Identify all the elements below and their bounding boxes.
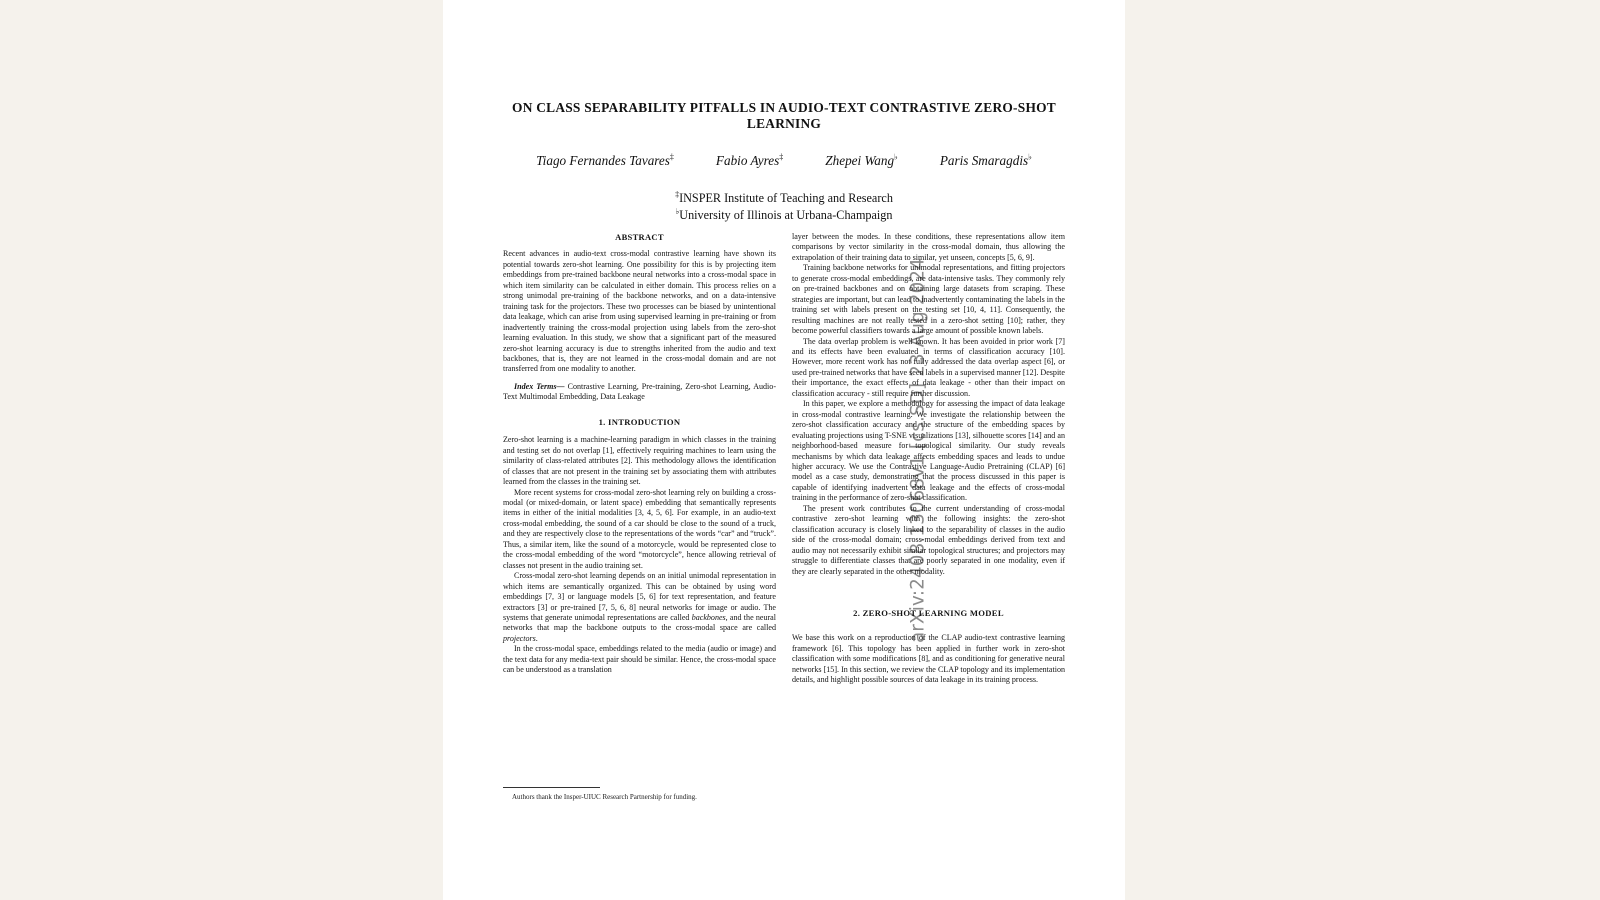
introduction-heading: 1. INTRODUCTION bbox=[598, 416, 681, 427]
paragraph: The present work contributes to the current understanding of cross-modal contrastive zero-shot learning with the following insights: the zero-shot classification accuracy is closely linked to the separability of classes in the audio side of the cross-modal domain; cross-modal embeddings derived from text and audio may not necessarily exhibit similar topological structures; and projectors may struggle to differentiate classes that are poorly separated in one modality, even if they are clearly separated in the other modality. bbox=[792, 503, 1065, 576]
author-affiliation-mark: ‡ bbox=[779, 152, 784, 162]
spacer bbox=[792, 577, 1065, 594]
paper-page bbox=[443, 0, 1125, 900]
author-list bbox=[503, 153, 1065, 169]
footnote bbox=[503, 787, 776, 802]
paragraph: The data overlap problem is well known. It has been avoided in prior work [7] and its effects have been evaluated in terms of classification accuracy [10]. However, more recent work has not fully addressed the data overlap aspect [6], or used pre-trained networks that have seen labels in a supervised manner [12]. Despite their importance, the exact effects of data leakage - other than their impact on classification accuracy - still require further discussion. bbox=[792, 336, 1065, 398]
right-column bbox=[792, 232, 1065, 686]
author bbox=[804, 153, 919, 169]
author-name: Zhepei Wang bbox=[825, 153, 895, 169]
paragraph: In this paper, we explore a methodology for assessing the impact of data leakage in cross-modal contrastive learning. We investigate the relationship between the zero-shot classification accuracy and the structure of the embedding spaces by evaluating projections using T-SNE visualizations [13], silhouette scores [14] and an neighborhood-based measure for topological similarity. Our study reveals mechanisms by which data leakage affects embedding spaces and leads to undue higher accuracy. We use the Contrastive Language-Audio Pretraining (CLAP) [6] model as a case study, demonstrating that the process discussed in this paper is capable of identifying inadvertent data leakage and the effects of cross-modal training in the performance of zero-shot classification. bbox=[792, 399, 1065, 503]
author-name: Paris Smaragdis bbox=[939, 153, 1029, 169]
paragraph: Cross-modal zero-shot learning depends on an initial unimodal representation in which items are semantically organized. This can be obtained by using word embeddings [7, 3] or language models [5, 6] for text representation, and feature extractors [3] or pre-trained [7, 5, 6, 8] neural networks for image or audio. The systems that generate unimodal representations are called backbones, and the neural networks that map the backbone outputs to the cross-modal space are called projectors. bbox=[503, 571, 776, 643]
section2-heading: 2. ZERO-SHOT LEARNING MODEL bbox=[853, 607, 1004, 618]
title-block bbox=[503, 100, 1065, 223]
affiliation-mark: ‡ bbox=[675, 190, 680, 200]
affiliation-list bbox=[503, 190, 1065, 223]
abstract-text: Recent advances in audio-text cross-modal contrastive learning have shown its potential towards zero-shot learning. One possibility for this is by projecting item embeddings from pre-trained backbone neural networks into a cross-modal space in which item similarity can be calculated in either domain. This process relies on a strong unimodal pre-training of the backbone networks, and on a data-intensive training task for the projectors. These two processes can be biased by unintentional data leakage, which can arise from using supervised learning in pre-training or from inadvertently training the cross-modal projection using labels from the zero-shot learning evaluation. In this study, we show that a significant part of the measured zero-shot learning accuracy is due to strengths inherited from the audio and text backbones, that is, they are not learned in the cross-modal domain and are not transferred from one modality to another. bbox=[503, 249, 776, 374]
paragraph: Zero-shot learning is a machine-learning paradigm in which classes in the training and testing set do not overlap [1], effectively requiring machines to learn using the similarity of class-related attributes [2]. This methodology allows the identification of classes that are not present in the training set by associating them with attributes learned from the classes in the training set. bbox=[503, 435, 776, 487]
author-affiliation-mark: ‡ bbox=[669, 152, 674, 162]
affiliation-text: University of Illinois at Urbana-Champaign bbox=[679, 207, 893, 222]
author-name: Fabio Ayres bbox=[715, 153, 780, 169]
paragraph: We base this work on a reproduction of the CLAP audio-text contrastive learning framework [6]. This topology has been applied in further work in zero-shot classification with some modifications [8], and as conditioning for generative neural networks [15]. In this section, we review the CLAP topology and its implementation details, and highlight possible sources of data leakage in its training process. bbox=[792, 633, 1065, 685]
author bbox=[919, 153, 1053, 169]
page-title: ON CLASS SEPARABILITY PITFALLS IN AUDIO-TEXT CONTRASTIVE ZERO-SHOT LEARNING bbox=[512, 100, 1056, 131]
paragraph: Training backbone networks for unimodal representations, and fitting projectors to generate cross-modal embeddings, are data-intensive tasks. They commonly rely on pre-trained backbones and on obtaining large datasets from scraping. These strategies are important, but can lead to inadvertently contaminating the labels in the training set with labels present on the testing set [10, 4, 11]. Consequently, the resulting machines are not really tested in a zero-shot setting [10]; rather, they become powerful classifiers towards a large amount of possible known labels. bbox=[792, 263, 1065, 336]
spacer bbox=[503, 375, 776, 382]
author bbox=[695, 153, 804, 169]
paragraph: layer between the modes. In these conditions, these representations allow item comparisons by vector similarity in the cross-modal domain, thus allowing the extrapolation of their training data to similar, yet unseen, concepts [5, 6, 9]. bbox=[792, 232, 1065, 262]
paragraph: In the cross-modal space, embeddings related to the media (audio or image) and the text data for any media-text pair should be similar. Hence, the cross-modal space can be understood as a translation bbox=[503, 644, 776, 675]
author bbox=[515, 153, 695, 169]
left-column bbox=[503, 232, 776, 676]
abstract-heading: ABSTRACT bbox=[615, 232, 664, 242]
body-columns bbox=[443, 232, 1125, 832]
index-terms-text: Contrastive Learning, Pre-training, Zero-shot Learning, Audio-Text Multimodal Embedding, Data Leakage bbox=[503, 381, 776, 402]
paragraph: More recent systems for cross-modal zero-shot learning rely on building a cross-modal (or mixed-domain, or latent space) embedding that semantically represents items in either of the initial modalities [3, 4, 5, 6]. For example, in an audio-text cross-modal embedding, the sound of a car should be close to the sound of a truck, and they are respectively close to the representations of the words “car” and “truck”. Thus, a similar item, like the sound of a motorcycle, would be represented close to the cross-modal embedding of the word “motorcycle”, hence allowing retrieval of classes not present in the audio training set. bbox=[503, 487, 776, 570]
footnote-rule bbox=[503, 787, 600, 788]
affiliation-text: INSPER Institute of Teaching and Research bbox=[679, 191, 893, 206]
index-terms-label: Index Terms— bbox=[514, 381, 565, 391]
arxiv-stamp-text: arXiv:2408.13068v1 [cs.SD] 23 Aug 2024 bbox=[907, 258, 929, 643]
affiliation bbox=[503, 190, 1065, 207]
author-affiliation-mark: ♭ bbox=[1028, 152, 1032, 162]
spacer bbox=[792, 626, 1065, 633]
index-terms bbox=[503, 382, 776, 403]
affiliation bbox=[503, 207, 1065, 224]
footnote-text: Authors thank the Insper-UIUC Research Partnership for funding. bbox=[512, 793, 697, 801]
affiliation-mark: ♭ bbox=[675, 206, 680, 216]
author-name: Tiago Fernandes Tavares bbox=[536, 153, 670, 169]
author-affiliation-mark: ♭ bbox=[894, 152, 898, 162]
